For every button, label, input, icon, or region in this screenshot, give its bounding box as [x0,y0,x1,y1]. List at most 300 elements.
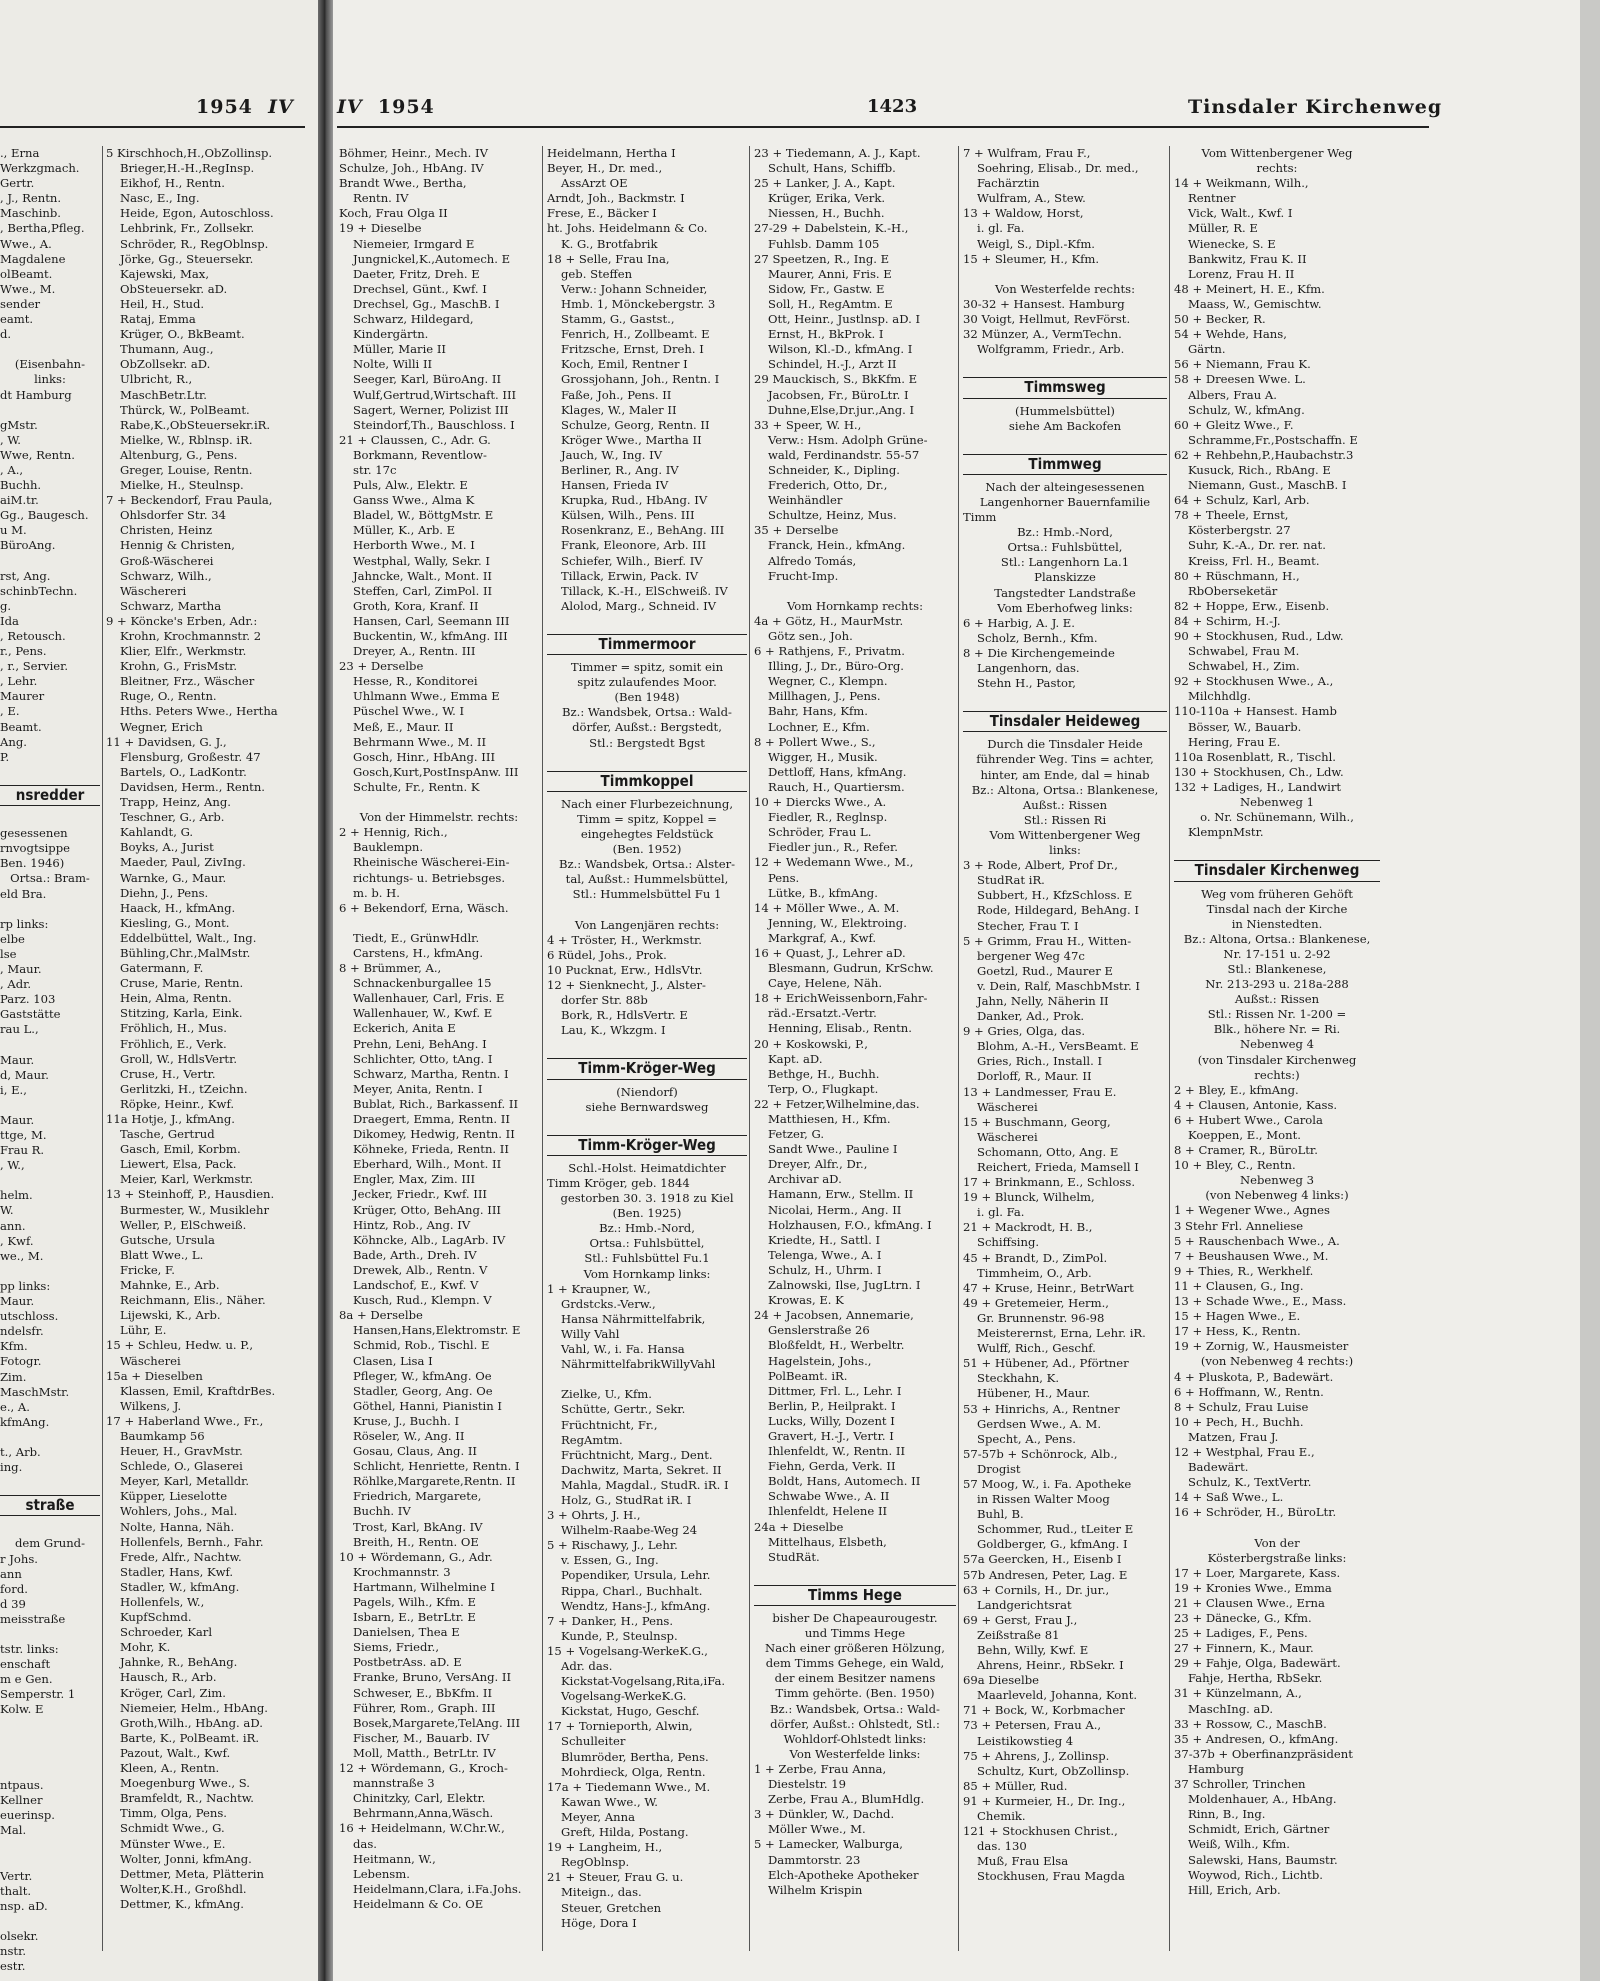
resident-entry: Lochner, E., Kfm. [768,719,870,734]
resident-entry: Schiffsing. [977,1235,1040,1250]
resident-entry: Soehring, Elisab., Dr. med., [977,161,1139,176]
resident-entry: Moegenburg Wwe., S. [120,1776,250,1791]
right-column-2 [547,146,747,1931]
resident-entry: geb. Steffen [561,266,633,281]
house-entry: 58 + Dreesen Wwe. L. [1174,372,1306,387]
resident-entry: Bloßfeldt, H., Werbeltr. [768,1338,905,1353]
house-entry: schinbTechn. [0,583,78,598]
house-entry: enschaft [0,1657,51,1672]
house-entry: tstr. links: [0,1642,59,1657]
house-entry: 13 + Steinhoff, P., Hausdien. [106,1187,275,1202]
resident-entry: Holzhausen, F.O., kfmAng. I [768,1217,932,1232]
street-description-line: Stl.: Rissen Nr. 1-200 = [1207,1007,1347,1022]
resident-entry: Dettloff, Hans, kfmAng. [768,764,907,779]
spacer [339,916,539,931]
resident-entry: Lütke, B., kfmAng. [768,885,878,900]
left-column-a [0,146,100,1974]
house-entry: sender [0,296,41,311]
resident-entry: RbOberseketär [1188,583,1278,598]
resident-entry: Jecker, Friedr., Kwf. III [353,1187,488,1202]
resident-entry: in Rissen Walter Moog [977,1492,1110,1507]
left-header-rule [0,126,305,128]
street-description-line: (Eisenbahn- [14,357,86,372]
resident-entry: Mohr, K. [120,1640,171,1655]
resident-entry: Bauklempn. [353,840,424,855]
house-entry: ttge, M. [0,1128,47,1142]
resident-entry: Röseler, W., Ang. II [353,1428,465,1443]
street-heading: straße [0,1495,100,1516]
house-entry: 17a + Tiedemann Wwe., M. [547,1779,711,1794]
house-entry: Böhmer, Heinr., Mech. IV [339,146,488,160]
house-entry: 30 Voigt, Hellmut, RevFörst. [963,312,1131,327]
house-entry: P. [0,749,10,764]
resident-entry: Krüger, Erika, Verk. [768,191,886,206]
street-description-line: (Hummelsbüttel) [1015,403,1115,418]
street-description-line: rechts: [1256,161,1298,176]
resident-entry: Schroeder, Karl [120,1625,213,1640]
resident-entry: Kröger, Carl, Zim. [120,1685,226,1700]
house-entry: estr. [0,1959,26,1974]
house-entry: Fotogr. [0,1354,42,1369]
resident-entry: Leistikowstieg 4 [977,1733,1074,1748]
spacer [963,267,1167,282]
house-entry: 4 + Tröster, H., Werkmstr. [547,932,702,947]
house-entry: Vertr. [0,1868,33,1883]
spacer [0,1430,100,1445]
spacer [0,1627,100,1642]
resident-entry: Wallenhauer, Carl, Fris. E [353,991,505,1006]
resident-entry: Frede, Alfr., Nachtw. [120,1549,242,1564]
street-description-line: Stl.: Blankenese, [1227,961,1327,976]
resident-entry: Fiehn, Gerda, Verk. II [768,1459,896,1474]
resident-entry: Kriedte, H., Sattl. I [768,1232,881,1247]
house-entry: d, Maur. [0,1067,49,1082]
house-entry: , E. [0,704,20,719]
house-entry: rau L., [0,1022,39,1037]
house-entry: nsp. aD. [0,1898,48,1913]
resident-entry: Schulz, H., Uhrm. I [768,1262,882,1277]
resident-entry: Teschner, G., Arb. [120,810,225,825]
resident-entry: Dammtorstr. 23 [768,1852,861,1867]
resident-entry: Gerlitzki, H., tZeichn. [120,1081,248,1096]
resident-entry: Schweser, E., BbKfm. II [353,1685,493,1700]
house-entry: 27-29 + Dabelstein, K.-H., [754,221,909,236]
resident-entry: Specht, A., Pens. [977,1431,1076,1446]
house-entry: Wwe., M. [0,281,56,296]
resident-entry: Bethge, H., Buchh. [768,1066,880,1081]
house-entry: ford. [0,1581,28,1596]
street-description-line: Bz.: Wandsbek, Ortsa.: Wald- [562,705,732,720]
street-heading: Tinsdaler Kirchenweg [1174,860,1380,881]
resident-entry: Woywod, Rich., Lichtb. [1188,1867,1323,1882]
house-entry: , Maur. [0,961,42,976]
resident-entry: Eberhard, Wilh., Mont. II [353,1157,502,1172]
resident-entry: Schröder, Frau L. [768,825,872,840]
street-description-line: Nach einer Flurbezeichnung, [560,796,733,811]
house-entry: Werkzgmach. [0,161,80,176]
house-entry: ., Erna [0,146,40,160]
resident-entry: Bösser, W., Bauarb. [1188,719,1302,734]
resident-entry: Flensburg, Großestr. 47 [120,749,261,764]
resident-entry: Verw.: Hsm. Adolph Grüne- [768,432,928,447]
resident-entry: Schmidt Wwe., G. [120,1821,225,1836]
resident-entry: Hollenfels, Bernh., Fahr. [120,1534,264,1549]
resident-entry: RegOblnsp. [561,1855,630,1870]
resident-entry: Bahr, Hans, Kfm. [768,704,868,719]
house-entry: pp links: [0,1278,51,1293]
resident-entry: NährmittelfabrikWillyVahl [561,1357,716,1372]
resident-entry: Puls, Alw., Elektr. E [353,478,468,493]
street-description-line: Langenhorner Bauernfamilie [979,494,1151,509]
resident-entry: MaschBetr.Ltr. [120,387,207,402]
resident-entry: Buhl, B. [977,1507,1024,1522]
resident-entry: Rentn. IV [353,191,409,206]
resident-entry: Rippa, Charl., Buchhalt. [561,1583,703,1598]
resident-entry: Verw.: Johann Schneider, [561,281,708,296]
street-heading: Timms Hege [754,1585,956,1606]
resident-entry: das. [353,1836,377,1851]
resident-entry: Danielsen, Thea E [353,1625,460,1640]
resident-entry: Jahnke, R., BehAng. [120,1655,238,1670]
house-entry: 8 + Cramer, R., BüroLtr. [1174,1143,1318,1158]
resident-entry: Illing, J., Dr., Büro-Org. [768,659,904,674]
resident-entry: Tillack, Erwin, Pack. IV [561,568,699,583]
resident-entry: v. Essen, G., Ing. [561,1553,659,1568]
resident-entry: i. gl. Fa. [977,1205,1025,1220]
resident-entry: Pagels, Wilh., Kfm. E [353,1595,476,1609]
resident-entry: Greft, Hilda, Postang. [561,1825,689,1840]
resident-entry: Vahl, W., i. Fa. Hansa [561,1342,685,1357]
resident-entry: Vogelsang-WerkeK.G. [561,1689,687,1704]
house-entry: 4 + Clausen, Antonie, Kass. [1174,1097,1338,1112]
column-divider [749,146,750,1951]
resident-entry: Dreyer, Alfr., Dr., [768,1157,868,1172]
resident-entry: Boyks, A., Jurist [120,840,214,855]
house-entry: i, E., [0,1082,27,1097]
resident-entry: KupfSchmd. [120,1610,192,1625]
house-entry: Arndt, Joh., Backmstr. I [547,191,685,206]
resident-entry: Matthiesen, H., Kfm. [768,1112,891,1126]
resident-entry: mannstraße 3 [353,1776,435,1791]
resident-entry: Milchhdlg. [1188,689,1251,704]
house-entry: 7 + Beushausen Wwe., M. [1174,1248,1329,1263]
house-entry: 6 + Hubert Wwe., Carola [1174,1112,1323,1127]
house-entry: Maschinb. [0,206,61,221]
street-description-line: Von der [1254,1535,1300,1550]
resident-entry: Gravert, H.-J., Vertr. I [768,1428,894,1443]
house-entry: 91 + Kurmeier, H., Dr. Ing., [963,1793,1126,1808]
resident-entry: Gries, Rich., Install. I [977,1054,1103,1069]
street-description-line: Vom Wittenbergener Weg [1201,146,1353,160]
street-description-line: Bz.: Wandsbek, Ortsa.: Alster- [558,857,736,872]
spacer [0,811,100,826]
resident-entry: Wilhelm-Raabe-Weg 24 [561,1523,698,1538]
resident-entry: Hagelstein, Johs., [768,1353,872,1368]
house-entry: , Adr. [0,977,32,992]
right-header-year: 1954 [377,96,435,118]
house-entry: 22 + Fetzer,Wilhelmine,das. [754,1096,920,1111]
house-entry: Brandt Wwe., Bertha, [339,176,467,191]
house-entry: thalt. [0,1883,32,1898]
resident-entry: Hennig & Christen, [120,538,235,553]
street-description-line: spitz zulaufendes Moor. [577,675,717,690]
house-entry: Frese, E., Bäcker I [547,206,657,221]
resident-entry: Landgerichtsrat [977,1597,1072,1612]
house-entry: 14 + Weikmann, Wilh., [1174,176,1309,191]
resident-entry: Wulf,Gertrud,Wirtschaft. III [353,387,517,402]
resident-entry: Schwabel, H., Zim. [1188,659,1300,674]
resident-entry: Schindel, H.-J., Arzt II [768,357,897,372]
resident-entry: Krüger, O., BkBeamt. [120,327,245,342]
house-entry: Gg., Baugesch. [0,508,89,523]
house-entry: 5 + Rischawy, J., Lehr. [547,1538,678,1553]
resident-entry: Gr. Brunnenstr. 96-98 [977,1310,1105,1325]
resident-entry: Meyer, Anita, Rentn. I [353,1081,483,1096]
resident-entry: Dettmer, Meta, Plätterin [120,1866,264,1881]
house-entry: 8 + Brümmer, A., [339,961,442,976]
house-entry: 37-37b + Oberfinanzpräsident [1174,1746,1353,1761]
resident-entry: Jacobsen, Fr., BüroLtr. I [768,387,909,402]
resident-entry: Hausch, R., Arb. [120,1670,217,1685]
column-divider [1169,146,1170,1951]
resident-entry: Schwabe Wwe., A. II [768,1489,890,1504]
left-header-year: 1954 [196,96,253,118]
resident-entry: Nolte, Willi II [353,357,433,372]
street-description-line: (von Tinsdaler Kirchenweg [1197,1052,1357,1067]
resident-entry: Fenrich, H., Zollbeamt. E [561,327,710,342]
house-entry: ndelsfr. [0,1324,44,1339]
resident-entry: Ulbricht, R., [120,372,193,387]
resident-entry: i. gl. Fa. [977,221,1025,236]
spacer [754,584,956,599]
house-entry: Parz. 103 [0,992,56,1007]
resident-entry: Schnackenburgallee 15 [353,976,492,991]
resident-entry: AssArzt OE [561,176,628,191]
house-entry: 10 + Pech, H., Buchh. [1174,1414,1304,1429]
resident-entry: Wigger, H., Musik. [768,749,878,764]
resident-entry: Trost, Karl, BkAng. IV [353,1519,483,1534]
street-description-line: in Nienstedten. [1231,916,1323,931]
resident-entry: Vick, Walt., Kwf. I [1188,206,1293,221]
resident-entry: Köhncke, Alb., LagArb. IV [353,1232,506,1247]
right-page-header [337,96,435,118]
resident-entry: Hartmann, Wilhelmine I [353,1579,495,1594]
resident-entry: Meisterernst, Erna, Lehr. iR. [977,1326,1146,1341]
spacer [1174,1520,1380,1535]
resident-entry: Salewski, Hans, Baumstr. [1188,1852,1338,1867]
resident-entry: Weigl, S., Dipl.-Kfm. [977,236,1095,251]
resident-entry: Timmheim, O., Arb. [977,1265,1092,1280]
house-entry: eamt. [0,312,34,327]
resident-entry: Fetzer, G. [768,1127,825,1142]
house-entry: 1 + Kraupner, W., [547,1281,651,1296]
house-entry: kfmAng. [0,1414,50,1429]
street-description-line: Nach einer größeren Hölzung, [765,1641,945,1656]
resident-entry: Niessen, H., Buchh. [768,206,885,221]
house-entry: BüroAng. [0,538,56,553]
resident-entry: Mohrdieck, Olga, Rentn. [561,1764,706,1779]
house-entry: Maur. [0,1052,35,1067]
house-entry: Wwe., A. [0,236,52,251]
resident-entry: Archivar aD. [768,1172,842,1187]
street-description-line: Ortsa.: Bram- [10,871,90,886]
house-entry: 78 + Theele, Ernst, [1174,508,1289,523]
resident-entry: Bladel, W., BöttgMstr. E [353,508,494,523]
column-divider [102,146,103,1951]
house-entry: 21 + Claussen, C., Adr. G. [339,432,491,447]
resident-entry: Nicolai, Herm., Ang. II [768,1202,902,1217]
street-description-line: Bz.: Altona, Ortsa.: Blankenese, [971,782,1159,797]
resident-entry: Pfleger, W., kfmAng. Oe [353,1368,492,1383]
resident-entry: Fritzsche, Ernst, Dreh. I [561,342,704,357]
resident-entry: Westphal, Wally, Sekr. I [353,553,490,568]
resident-entry: wald, Ferdinandstr. 55-57 [768,447,920,462]
resident-entry: Miteign., das. [561,1885,642,1900]
resident-entry: Rentner [1188,191,1236,206]
house-entry: 57 Moog, W., i. Fa. Apotheke [963,1476,1132,1491]
resident-entry: Steckhahn, K. [977,1371,1060,1386]
house-entry: Ang. [0,734,27,749]
resident-entry: Rauch, H., Quartiersm. [768,779,905,794]
resident-entry: Muß, Frau Elsa [977,1854,1069,1869]
house-entry: Wwe, Rentn. [0,447,75,462]
street-description-line: (Niendorf) [616,1084,678,1099]
street-heading: Timmweg [963,454,1167,475]
resident-entry: Fiedler jun., R., Refer. [768,840,898,855]
resident-entry: Dreyer, A., Rentn. III [353,644,476,659]
house-entry: 82 + Hoppe, Erw., Eisenb. [1174,598,1330,613]
house-entry: 9 + Gries, Olga, das. [963,1024,1086,1039]
resident-entry: Jauch, W., Ing. IV [561,447,663,462]
house-entry: ann [0,1566,22,1581]
resident-entry: Greger, Louise, Rentn. [120,462,253,477]
resident-entry: Altenburg, G., Pens. [120,447,238,462]
resident-entry: Millhagen, J., Pens. [768,689,881,704]
house-entry: 57-57b + Schönrock, Alb., [963,1446,1118,1461]
resident-entry: Berliner, R., Ang. IV [561,462,679,477]
house-entry: Kellner [0,1793,43,1808]
house-entry: 1 + Zerbe, Frau Anna, [754,1761,887,1776]
house-entry: 15a + Dieselben [106,1368,203,1383]
resident-entry: v. Dein, Ralf, MaschbMstr. I [977,978,1140,993]
resident-entry: Fachärztin [977,176,1040,191]
house-entry: 15 + Vogelsang-WerkeK.G., [547,1643,708,1658]
resident-entry: Kahlandt, G. [120,825,194,840]
spacer [0,1748,100,1763]
left-column-b [106,146,311,1912]
resident-entry: Faße, Joh., Pens. II [561,387,672,402]
resident-entry: Krohn, G., FrisMstr. [120,659,238,674]
resident-entry: Ohlsdorfer Str. 34 [120,508,226,523]
house-entry: gesessenen [0,826,68,841]
resident-entry: Subbert, H., KfzSchloss. E [977,888,1133,903]
resident-entry: Hansen, Carl, Seemann III [353,613,510,628]
resident-entry: Meß, E., Maur. II [353,719,454,734]
house-entry: 18 + Selle, Frau Ina, [547,251,670,266]
house-entry: 7 + Wulfram, Frau F., [963,146,1091,160]
street-description-line: Bz.: Wandsbek, Ortsa.: Wald- [770,1701,940,1716]
resident-entry: Baumkamp 56 [120,1428,205,1443]
resident-entry: Zerbe, Frau A., BlumHdlg. [768,1792,925,1807]
street-description-line: Ortsa.: Fuhlsbüttel, [589,1236,705,1251]
left-page-header [196,96,294,118]
house-entry: 32 Münzer, A., VermTechn. [963,327,1122,342]
resident-entry: Frederich, Otto, Dr., [768,478,888,493]
house-entry: 13 + Landmesser, Frau E. [963,1084,1117,1099]
street-description-line: links: [1049,843,1081,858]
house-entry: Gertr. [0,176,35,191]
resident-entry: Grdstcks.-Verw., [561,1296,656,1311]
resident-entry: Telenga, Wwe., A. I [768,1247,882,1262]
house-entry: , W. [0,432,21,447]
resident-entry: Mielke, H., Steulnsp. [120,478,244,493]
resident-entry: Cruse, H., Vertr. [120,1066,216,1081]
resident-entry: Krüger, Otto, BehAng. III [353,1202,501,1217]
house-entry: 16 + Schröder, H., BüroLtr. [1174,1505,1337,1520]
house-entry: 21 + Clausen Wwe., Erna [1174,1595,1325,1610]
house-entry: 2 + Hennig, Rich., [339,825,448,840]
resident-entry: Rinn, B., Ing. [1188,1807,1266,1822]
resident-entry: Drewek, Alb., Rentn. V [353,1262,488,1277]
resident-entry: Röpke, Heinr., Kwf. [120,1096,235,1111]
house-entry: Gaststätte [0,1007,61,1022]
house-entry: Ida [0,613,19,628]
house-entry: aiM.tr. [0,493,39,508]
resident-entry: Zalnowski, Ilse, JugLtrn. I [768,1278,921,1293]
resident-entry: Franck, Hein., kfmAng. [768,538,906,553]
resident-entry: Weller, P., ElSchweiß. [120,1217,247,1232]
resident-entry: Mittelhaus, Elsbeth, [768,1534,887,1549]
resident-entry: Fischer, M., Bauarb. IV [353,1730,490,1745]
house-entry: d. [0,327,12,342]
resident-entry: StudRat iR. [977,873,1045,888]
house-entry: olBeamt. [0,266,53,281]
house-entry: Buchh. [0,478,42,493]
house-entry: , Lehr. [0,674,38,689]
spacer [0,765,100,780]
house-entry: 19 + Dieselbe [339,221,422,236]
resident-entry: Stadler, Georg, Ang. Oe [353,1383,493,1398]
street-description-line: Vom Hornkamp links: [583,1266,711,1281]
resident-entry: Schultze, Heinz, Mus. [768,508,897,523]
resident-entry: Groth, Kora, Kranf. II [353,598,479,613]
resident-entry: dorfer Str. 88b [561,993,648,1008]
resident-entry: Weiß, Wilh., Kfm. [1188,1837,1290,1852]
spacer [0,554,100,569]
resident-entry: Wilson, Kl.-D., kfmAng. I [768,342,913,357]
house-entry: dt Hamburg [0,387,72,402]
resident-entry: Hill, Erich, Arb. [1188,1882,1281,1897]
house-entry: 48 + Meinert, H. E., Kfm. [1174,281,1325,296]
house-entry: rst, Ang. [0,568,51,583]
resident-entry: Ihlenfeldt, Helene II [768,1504,888,1519]
house-entry: 10 Pucknat, Erw., HdlsVtr. [547,962,703,977]
resident-entry: Gosch,Kurt,PostInspAnw. III [353,764,519,779]
resident-entry: Brieger,H.-H.,RegInsp. [120,161,255,176]
resident-entry: Kickstat-Vogelsang,Rita,iFa. [561,1674,726,1689]
resident-entry: Bork, R., HdlsVertr. E [561,1008,688,1023]
house-entry: 13 + Schade Wwe., E., Mass. [1174,1294,1347,1309]
house-entry: 45 + Brandt, D., ZimPol. [963,1250,1108,1265]
house-entry: Mal. [0,1823,27,1838]
house-entry: r Johs. [0,1551,38,1566]
resident-entry: Jenning, W., Elektroing. [768,915,907,930]
house-entry: 3 + Rode, Albert, Prof Dr., [963,858,1118,873]
resident-entry: Schneider, K., Dipling. [768,462,900,477]
house-entry: Ben. 1946) [0,856,65,871]
resident-entry: Suhr, K.-A., Dr. rer. nat. [1188,538,1326,553]
house-entry: 84 + Schirm, H.-J. [1174,613,1281,628]
